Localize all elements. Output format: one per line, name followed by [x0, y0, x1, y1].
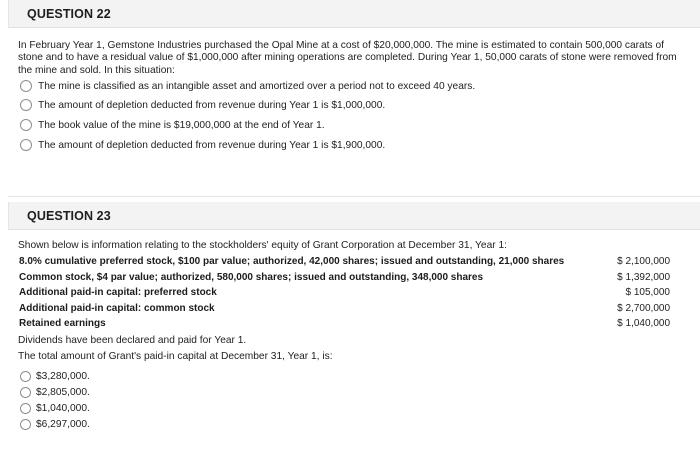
q23-option-2[interactable]: [20, 385, 90, 399]
q23-option-1[interactable]: [20, 369, 90, 383]
equity-row: [19, 303, 670, 316]
equity-row: [19, 272, 670, 285]
equity-row: [19, 256, 670, 269]
equity-row-amount: $ 105,000: [625, 287, 670, 298]
question-22-stem: In February Year 1, Gemstone Industries purchased the Opal Mine at a cost of $20,000,000. The mine is estimated to contain 500,000 carats of stone and to have a residual value of $1,000,000 after mining operations are completed. During Year 1, 50,000 carats of stone were removed from the mine and sold. In this situation:: [18, 40, 677, 76]
q22-option-4[interactable]: [20, 138, 385, 152]
equity-row-label: Retained earnings: [19, 318, 106, 329]
equity-row: [19, 318, 670, 331]
q23-option-3[interactable]: [20, 401, 90, 415]
question-23-prompt: The total amount of Grant's paid-in capital at December 31, Year 1, is:: [18, 351, 333, 362]
radio-button[interactable]: [20, 80, 32, 92]
q23-option-2-text: $2,805,000.: [36, 386, 90, 398]
radio-button[interactable]: [20, 139, 32, 151]
equity-row-amount: $ 1,392,000: [617, 272, 670, 283]
radio-button[interactable]: [20, 371, 31, 382]
equity-row-label: Additional paid-in capital: preferred stock: [19, 287, 217, 298]
equity-row: [19, 287, 670, 300]
question-23-header: [8, 202, 700, 230]
equity-row-amount: $ 2,100,000: [617, 256, 670, 267]
q22-option-2-text: The amount of depletion deducted from revenue during Year 1 is $1,000,000.: [38, 99, 386, 111]
question-22-title: QUESTION 22: [27, 7, 111, 21]
radio-button[interactable]: [20, 119, 32, 131]
question-23-title: QUESTION 23: [27, 209, 111, 223]
q22-option-3-text: The book value of the mine is $19,000,000 at the end of Year 1.: [38, 119, 325, 131]
question-divider: [8, 196, 700, 197]
equity-row-label: Additional paid-in capital: common stock: [19, 303, 215, 314]
equity-row-label: Common stock, $4 par value; authorized, 580,000 shares; issued and outstanding, 348,000 shares: [19, 272, 484, 283]
q23-option-3-text: $1,040,000.: [36, 402, 90, 414]
radio-button[interactable]: [20, 403, 31, 414]
radio-button[interactable]: [20, 99, 32, 111]
equity-row-amount: $ 1,040,000: [617, 318, 670, 329]
q23-option-4[interactable]: [20, 417, 90, 431]
radio-button[interactable]: [20, 419, 31, 430]
q22-option-3[interactable]: [20, 118, 325, 132]
q22-option-4-text: The amount of depletion deducted from revenue during Year 1 is $1,900,000.: [38, 139, 386, 151]
q23-option-1-text: $3,280,000.: [36, 370, 90, 382]
q22-option-2[interactable]: [20, 98, 385, 112]
dividends-note: Dividends have been declared and paid for Year 1.: [18, 335, 247, 346]
q23-option-4-text: $6,297,000.: [36, 418, 90, 430]
radio-button[interactable]: [20, 387, 31, 398]
q22-option-1-text: The mine is classified as an intangible asset and amortized over a period not to exceed 40 years.: [38, 80, 476, 92]
equity-row-amount: $ 2,700,000: [617, 303, 670, 314]
equity-row-label: 8.0% cumulative preferred stock, $100 par value; authorized, 42,000 shares; issued and outstanding, 21,000 shares: [19, 256, 565, 267]
q22-option-1[interactable]: [20, 79, 475, 93]
question-22-header: [8, 0, 700, 28]
question-23-stem: Shown below is information relating to the stockholders' equity of Grant Corporation at December 31, Year 1:: [18, 240, 507, 251]
